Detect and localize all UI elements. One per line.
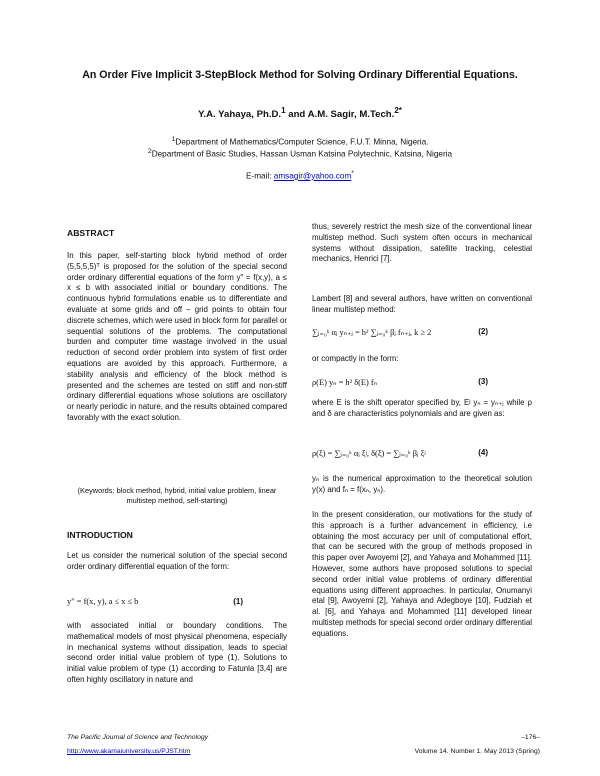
introduction-heading: INTRODUCTION: [67, 530, 133, 540]
keywords: (Keywords: block method, hybrid, initial value problem, linear multistep method, self-starting): [77, 486, 277, 505]
footer-volume: Volume 14. Number 1. May 2013 (Spring): [414, 748, 540, 755]
affiliation-2: [60, 146, 540, 160]
email-sup: *: [351, 170, 354, 177]
equation-2-body: ∑ⱼ₌₀ᵏ αⱼ yₙ₊ⱼ = h² ∑ⱼ₌₀ᵏ βⱼ fₙ₊ⱼ, k ≥ 2: [312, 328, 432, 337]
equation-1-number: (1): [233, 597, 243, 606]
right-paragraph-4: where E is the shift operator specified by, Eʲ yₙ = yₙ₊ⱼ while ρ and δ are characteristics polynomials and are given as:: [312, 398, 532, 418]
footer-url-link[interactable]: http://www.akamaiuniversity.us/PJST.htm: [67, 748, 191, 755]
right-paragraph-5: yₙ is the numerical approximation to the theoretical solution y(x) and fₙ = f(xₙ, yₙ).: [312, 474, 532, 494]
email-line: [60, 170, 540, 181]
intro-paragraph-1: Let us consider the numerical solution of the special second order ordinary differential equation of the form:: [67, 551, 287, 571]
email-label: E-mail:: [246, 171, 272, 181]
author-line: [60, 106, 540, 120]
abstract-heading: ABSTRACT: [67, 228, 115, 238]
footer-journal: The Pacific Journal of Science and Technology: [67, 734, 209, 741]
footer-url-wrap: [67, 748, 190, 755]
author-2: A.M. Sagir, M.Tech.: [307, 109, 395, 121]
email-link[interactable]: amsagir@yahoo.com: [273, 171, 352, 181]
author-1-sup: 1: [281, 106, 286, 115]
affiliation-1-sup: 1: [171, 136, 176, 143]
equation-2-number: (2): [478, 327, 488, 336]
intro-paragraph-2: with associated initial or boundary conditions. The mathematical models of most physical phenomena, especially in mechanical systems without dissipation, leads to special second order initial value problem of type (1). Solutions to initial value problem of type (1) according to Fatunla [3,4] are often highly oscillatory in nature and: [67, 621, 287, 684]
right-paragraph-2: Lambert [8] and several authors, have written on conventional linear multistep method:: [312, 294, 532, 314]
equation-2: [312, 327, 532, 339]
equation-3-body: ρ(E) yₙ = h² δ(E) fₙ: [312, 378, 378, 387]
paper-title: An Order Five Implicit 3-StepBlock Method for Solving Ordinary Differential Equations.: [82, 69, 518, 81]
abstract-body: In this paper, self-starting block hybrid method of order (5,5,5,5)ᵀ is proposed for the solution of the special second order ordinary differential equations of the form y″ = f(x,y), a ≤ x ≤ b with associated initial or boundary conditions. The continuous hybrid formulations enable us to differentiate and evaluate at some grids and off – grid points to obtain four discrete schemes, which were used in block form for parallel or sequential solutions of the problems. The computational burden and computer time wastage involved in the usual reduction of second order problem into system of first order equations are avoided by this approach. Furthermore, a stability analysis and efficiency of the block method is presented and the schemes are tested on stiff and non-stiff ordinary differential equations whose solutions are oscillatory or nearly periodic in nature, and the results obtained compared favorably with the exact solution.: [67, 251, 287, 422]
equation-3-number: (3): [478, 377, 488, 386]
equation-4-number: (4): [478, 448, 488, 457]
author-1: Y.A. Yahaya, Ph.D.: [198, 109, 282, 121]
affiliation-1-text: Department of Mathematics/Computer Science, F.U.T. Minna, Nigeria.: [175, 137, 429, 147]
equation-1: [67, 597, 287, 609]
right-paragraph-1: thus, severely restrict the mesh size of the conventional linear multistep method. Such system often occurs in mechanical systems without dissipation, satellite tracking, celestial mechanics, Henrici [7].: [312, 222, 532, 264]
equation-4: [312, 448, 532, 460]
footer-page: –176–: [521, 734, 540, 741]
affiliation-2-sup: 2: [147, 148, 152, 155]
right-paragraph-6: In the present consideration, our motivations for the study of this approach is a further advancement in efficiency, i.e obtaining the most accuracy per unit of computational effort, that can be secured with the group of methods proposed in this paper over Awoyemi [2], and Yahaya and Mohammed [11]. However, some authors have proposed solutions to special second order initial value problems of ordinary differential equations using different approaches. In particular, Onumanyi etal [9], Awoyemi [2], Yahaya and Adegboye [10], Fudziah et al. [6], and Yahaya and Mohammed [11] developed linear multistep methods for special second order ordinary differential equations.: [312, 510, 532, 638]
equation-3: [312, 377, 532, 389]
equation-4-body: ρ(ξ) = ∑ⱼ₌₀ᵏ αⱼ ξʲ, δ(ξ) = ∑ⱼ₌₀ᵏ βⱼ ξʲ: [312, 449, 426, 458]
equation-1-body: y″ = f(x, y), a ≤ x ≤ b: [67, 597, 139, 606]
author-2-sup: 2*: [394, 106, 402, 115]
affiliation-2-text: Department of Basic Studies, Hassan Usman Katsina Polytechnic, Katsina, Nigeria: [151, 149, 453, 159]
author-and: and: [288, 109, 306, 121]
right-paragraph-3: or compactly in the form:: [312, 354, 399, 363]
